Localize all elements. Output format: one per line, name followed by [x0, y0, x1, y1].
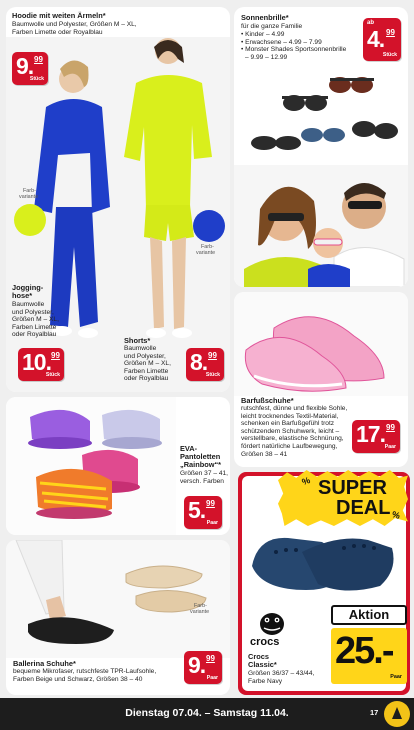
- swatch-note-lime-1: Farb-: [23, 188, 36, 194]
- shorts-title: Shorts*: [124, 336, 151, 345]
- ballerina-price-unit: Paar: [206, 675, 218, 681]
- hoodie-desc-2: Farben Limette oder Royalblau: [12, 29, 103, 36]
- footer-bar: [0, 698, 414, 730]
- aktion-label: Aktion: [331, 605, 407, 625]
- sunglasses-price-unit: Stück: [382, 52, 397, 58]
- sunglasses-price-int: 4.: [367, 26, 385, 52]
- hoodie-price-unit: Stück: [29, 76, 44, 82]
- ballerina-photo: [6, 540, 230, 658]
- ballerina-title: Ballerina Schuhe*: [13, 659, 76, 668]
- brand-logo: [384, 701, 410, 727]
- barefoot-price-dec: 99: [386, 423, 395, 432]
- sunglasses-item: • Erwachsene – 4.99 – 7.99: [241, 38, 322, 46]
- jogging-desc-line: und Polyester,: [12, 308, 54, 316]
- logo-mark-icon: [384, 701, 410, 727]
- jogging-desc-line: oder Royalblau: [12, 331, 57, 339]
- jogging-price-badge: [18, 348, 64, 381]
- jogging-title-2: hose*: [12, 291, 33, 300]
- eva-price-dec: 99: [206, 499, 215, 508]
- swatch-note-royal-2: variante: [196, 250, 216, 256]
- shorts-price-badge: [186, 348, 224, 381]
- barefoot-price-unit: Paar: [384, 444, 396, 450]
- barefoot-desc-line: verstellbare, elastische Schnürung,: [241, 435, 344, 443]
- page-number: 17: [370, 708, 379, 717]
- ballerina-note-2: variante: [190, 609, 210, 615]
- eva-price-unit: Paar: [206, 520, 218, 526]
- crocs-price-unit: Paar: [390, 674, 402, 680]
- royal-swatch: [193, 210, 225, 242]
- eva-title-1: EVA-: [180, 444, 198, 453]
- ballerina-panel: [6, 540, 230, 695]
- sunglasses-desc: für die ganze Familie: [241, 23, 303, 30]
- swatch-note-lime-2: variante: [19, 194, 39, 200]
- sunglasses-item: – 9.99 – 12.99: [245, 53, 288, 61]
- sunglasses-item: • Kinder – 4.99: [241, 31, 285, 38]
- crocs-photo: [248, 512, 398, 602]
- jogging-desc: [12, 301, 59, 339]
- crocs-brand: crocs: [250, 636, 280, 648]
- jogging-price-dec: 99: [51, 351, 60, 360]
- jogging-price-unit: Stück: [45, 372, 60, 378]
- jogging-price-int: 10.: [22, 349, 51, 375]
- barefoot-price-badge: [352, 420, 400, 453]
- croc-icon: [254, 610, 290, 636]
- shorts-desc-line: und Polyester,: [124, 352, 166, 360]
- super-deal-percent-right: %: [390, 509, 402, 521]
- shorts-desc-line: Farben Limette: [124, 367, 169, 375]
- crocs-title-1: Crocs: [248, 652, 269, 661]
- crocs-price: 25.-: [335, 630, 393, 672]
- shorts-price-dec: 99: [208, 351, 217, 360]
- sunglasses-items: [241, 31, 346, 61]
- barefoot-desc: [241, 405, 347, 458]
- ballerina-price-badge: [184, 651, 222, 684]
- jogging-desc-line: Baumwolle: [12, 301, 45, 308]
- hoodie-price-int: 9.: [16, 53, 34, 79]
- barefoot-desc-line: fördert natürliche Laufbewegung,: [241, 442, 338, 450]
- crocs-price-badge: [331, 628, 407, 684]
- ballerina-price-dec: 99: [206, 654, 215, 663]
- ballerina-note-1: Farb-: [194, 603, 207, 609]
- barefoot-photo: [234, 292, 408, 396]
- eva-desc-1: Größen 37 – 41,: [180, 470, 229, 477]
- crocs-logo: [250, 610, 290, 648]
- barefoot-desc-line: schützendem Schuhwerk, leicht –: [241, 427, 340, 435]
- sunglasses-panel: [234, 7, 408, 287]
- eva-price-int: 5.: [188, 497, 206, 523]
- hoodie-price-badge: [12, 52, 48, 85]
- shorts-desc-line: Baumwolle: [124, 345, 157, 352]
- jogging-desc-line: Farben Limette: [12, 323, 57, 331]
- hoodie-panel: [6, 7, 230, 392]
- eva-photo: [6, 397, 176, 535]
- sunglasses-price-badge: [363, 18, 401, 61]
- jogging-title-1: Jogging-: [12, 283, 44, 292]
- barefoot-desc-line: Größen 38 – 41: [241, 450, 288, 458]
- eva-title-3: „Rainbow“*: [180, 460, 222, 469]
- crocs-desc-1: Größen 36/37 – 43/44,: [248, 670, 315, 677]
- ballerina-desc-2: Farben Beige und Schwarz, Größen 38 – 40: [13, 676, 143, 683]
- barefoot-price-int: 17.: [356, 421, 385, 447]
- shorts-price-unit: Stück: [205, 372, 220, 378]
- shorts-desc-line: Größen M – XL,: [124, 360, 171, 368]
- sunglasses-item: • Monster Shades Sportsonnenbrille: [241, 46, 347, 54]
- validity-date: Dienstag 07.04. – Samstag 11.04.: [125, 707, 289, 719]
- eva-desc-2: versch. Farben: [180, 478, 224, 485]
- super-deal-percent-left: %: [300, 474, 312, 488]
- super-deal-super: SUPER: [318, 477, 387, 499]
- shorts-desc: [124, 345, 171, 383]
- barefoot-desc-line: schenken ein Barfußgefühl trotz: [241, 420, 335, 428]
- barefoot-desc-line: leicht trocknendes Textil-Material,: [241, 412, 339, 420]
- swatch-note-royal-1: Farb-: [201, 244, 214, 250]
- ballerina-price-int: 9.: [188, 652, 206, 678]
- sunglasses-ab: ab: [367, 20, 375, 26]
- crocs-title-2: Classic*: [248, 660, 277, 669]
- shorts-desc-line: oder Royalblau: [124, 375, 169, 383]
- sunglasses-title: Sonnenbrille*: [241, 13, 289, 22]
- barefoot-desc-line: rutschfest, dünne und flexible Sohle,: [241, 405, 348, 412]
- eva-title-2: Pantoletten: [180, 452, 221, 461]
- hoodie-desc-1: Baumwolle und Polyester, Größen M – XL,: [12, 21, 137, 28]
- barefoot-title: Barfußschuhe*: [241, 396, 294, 405]
- super-deal-deal: DEAL: [336, 497, 391, 519]
- crocs-desc-2: Farbe Navy: [248, 678, 283, 685]
- jogging-desc-line: Größen M – XL,: [12, 316, 59, 324]
- eva-price-badge: [184, 496, 222, 529]
- eva-panel: [6, 397, 230, 535]
- shorts-price-int: 8.: [190, 349, 208, 375]
- hoodie-price-dec: 99: [34, 55, 43, 64]
- ballerina-desc-1: bequeme Mikrofaser, rutschfeste TPR-Laufsohle,: [13, 668, 157, 675]
- sunglasses-price-dec: 99: [386, 28, 395, 37]
- sunglasses-photo: [234, 69, 408, 287]
- hoodie-title: Hoodie mit weiten Ärmeln*: [12, 11, 106, 20]
- barefoot-panel: [234, 292, 408, 467]
- lime-swatch: [14, 204, 46, 236]
